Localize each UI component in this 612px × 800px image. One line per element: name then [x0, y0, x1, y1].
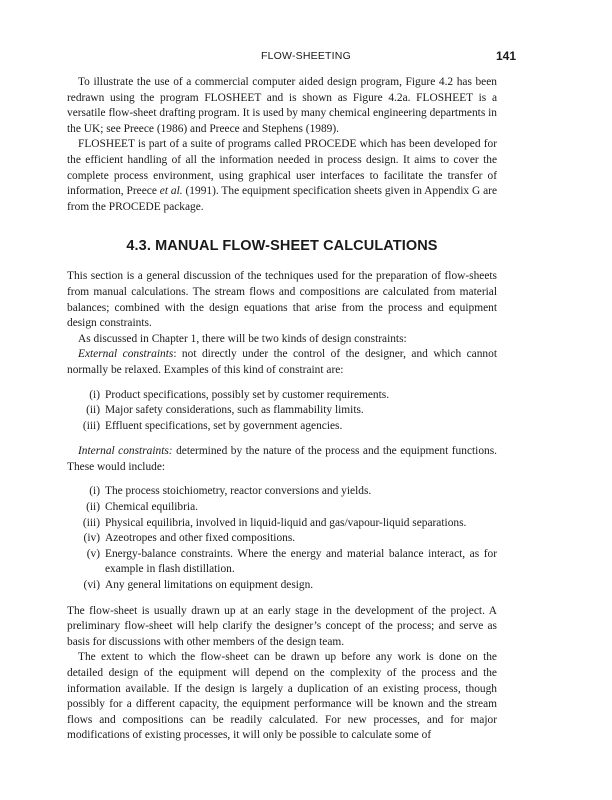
external-constraints-text: : not directly under the control of the designer, and which cannot normally be relaxed. Examples of this kind of constraint are:	[67, 348, 497, 376]
list-item	[67, 403, 497, 419]
list-item-text: Energy-balance constraints. Where the energy and material balance interact, as for example in flash distillation.	[105, 547, 497, 576]
running-head-title: FLOW-SHEETING	[261, 50, 351, 62]
list-item-text: Azeotropes and other fixed compositions.	[105, 532, 296, 545]
list-item	[67, 419, 497, 435]
section-paragraph-1: This section is a general discussion of the techniques used for the preparation of flow-sheets from manual calculations. The stream flows and compositions are calculated from material balances; combined with the design equations that arise from the process and equipment design constraints.	[67, 270, 497, 330]
list-item	[67, 547, 497, 578]
external-constraints-list	[67, 388, 497, 435]
list-item-number: (vi)	[83, 579, 100, 592]
page-body	[67, 75, 497, 744]
list-item-number: (v)	[86, 547, 100, 560]
list-item-text: Physical equilibria, involved in liquid-liquid and gas/vapour-liquid separations.	[105, 516, 467, 529]
intro-paragraph-1: To illustrate the use of a commercial computer aided design program, Figure 4.2 has been redrawn using the program FLOSHEET and is shown as Figure 4.2a. FLOSHEET is a versatile flow-sheet drafting program. It is used by many chemical engineering departments in the UK; see Preece (1986) and Preece and Stephens (1989).	[67, 76, 497, 135]
intro-p2-text-b: (1991). The equipment specification sheets given in Appendix G are from the PROCEDE package.	[67, 185, 498, 213]
list-item	[67, 516, 497, 532]
list-item-text: Any general limitations on equipment design.	[105, 579, 314, 592]
list-item	[67, 531, 497, 547]
internal-constraints-term: Internal constraints:	[78, 445, 173, 458]
list-item-text: Major safety considerations, such as flammability limits.	[105, 404, 364, 417]
list-item	[67, 388, 497, 404]
list-item-number: (i)	[89, 485, 100, 498]
list-item-text: Product specifications, possibly set by customer requirements.	[105, 388, 390, 401]
section-paragraph-4: The extent to which the flow-sheet can be drawn up before any work is done on the detailed design of the equipment will depend on the complexity of the process and the information available. If the design is largely a duplication of an existing process, though possibly for a different capacity, the equipment performance will be known and the stream flows and compositions can be readily calculated. For new processes, and for major modifications of existing processes, it will only be possible to calculate some of	[67, 651, 497, 742]
list-item-number: (iii)	[82, 419, 100, 432]
internal-constraints-list	[67, 484, 497, 593]
et-al: et al.	[159, 185, 183, 198]
list-item-text: Effluent specifications, set by government agencies.	[105, 419, 343, 432]
internal-constraints-paragraph	[67, 444, 497, 475]
page-number: 141	[495, 49, 516, 63]
internal-constraints-text: determined by the nature of the process and the equipment functions. These would include:	[67, 445, 498, 473]
list-item-number: (iv)	[83, 532, 100, 545]
list-item	[67, 578, 497, 594]
external-constraints-paragraph	[67, 347, 497, 378]
list-item	[67, 484, 497, 500]
list-item-number: (ii)	[86, 501, 100, 514]
section-paragraph-2: As discussed in Chapter 1, there will be two kinds of design constraints:	[78, 332, 407, 345]
running-head	[0, 49, 612, 65]
intro-paragraph-2	[67, 137, 497, 215]
list-item-number: (iii)	[82, 516, 100, 529]
list-item-number: (i)	[89, 388, 100, 401]
list-item-text: The process stoichiometry, reactor conversions and yields.	[105, 485, 372, 498]
intro-p2-text-a: FLOSHEET is part of a suite of programs called PROCEDE which has been developed for the efficient handling of all the information needed in process design. It aims to cover the complete process environment, using graphical user interfaces to facilitate the transfer of information, Preece	[67, 138, 497, 198]
section-paragraph-3: The flow-sheet is usually drawn up at an early stage in the development of the project. A preliminary flow-sheet will help clarify the designer’s concept of the process; and serve as basis for discussions with other members of the design team.	[67, 604, 497, 648]
external-constraints-term: External constraints	[78, 348, 174, 361]
section-heading: 4.3. MANUAL FLOW-SHEET CALCULATIONS	[126, 238, 438, 255]
list-item	[67, 500, 497, 516]
list-item-number: (ii)	[86, 404, 100, 417]
list-item-text: Chemical equilibria.	[105, 501, 198, 514]
